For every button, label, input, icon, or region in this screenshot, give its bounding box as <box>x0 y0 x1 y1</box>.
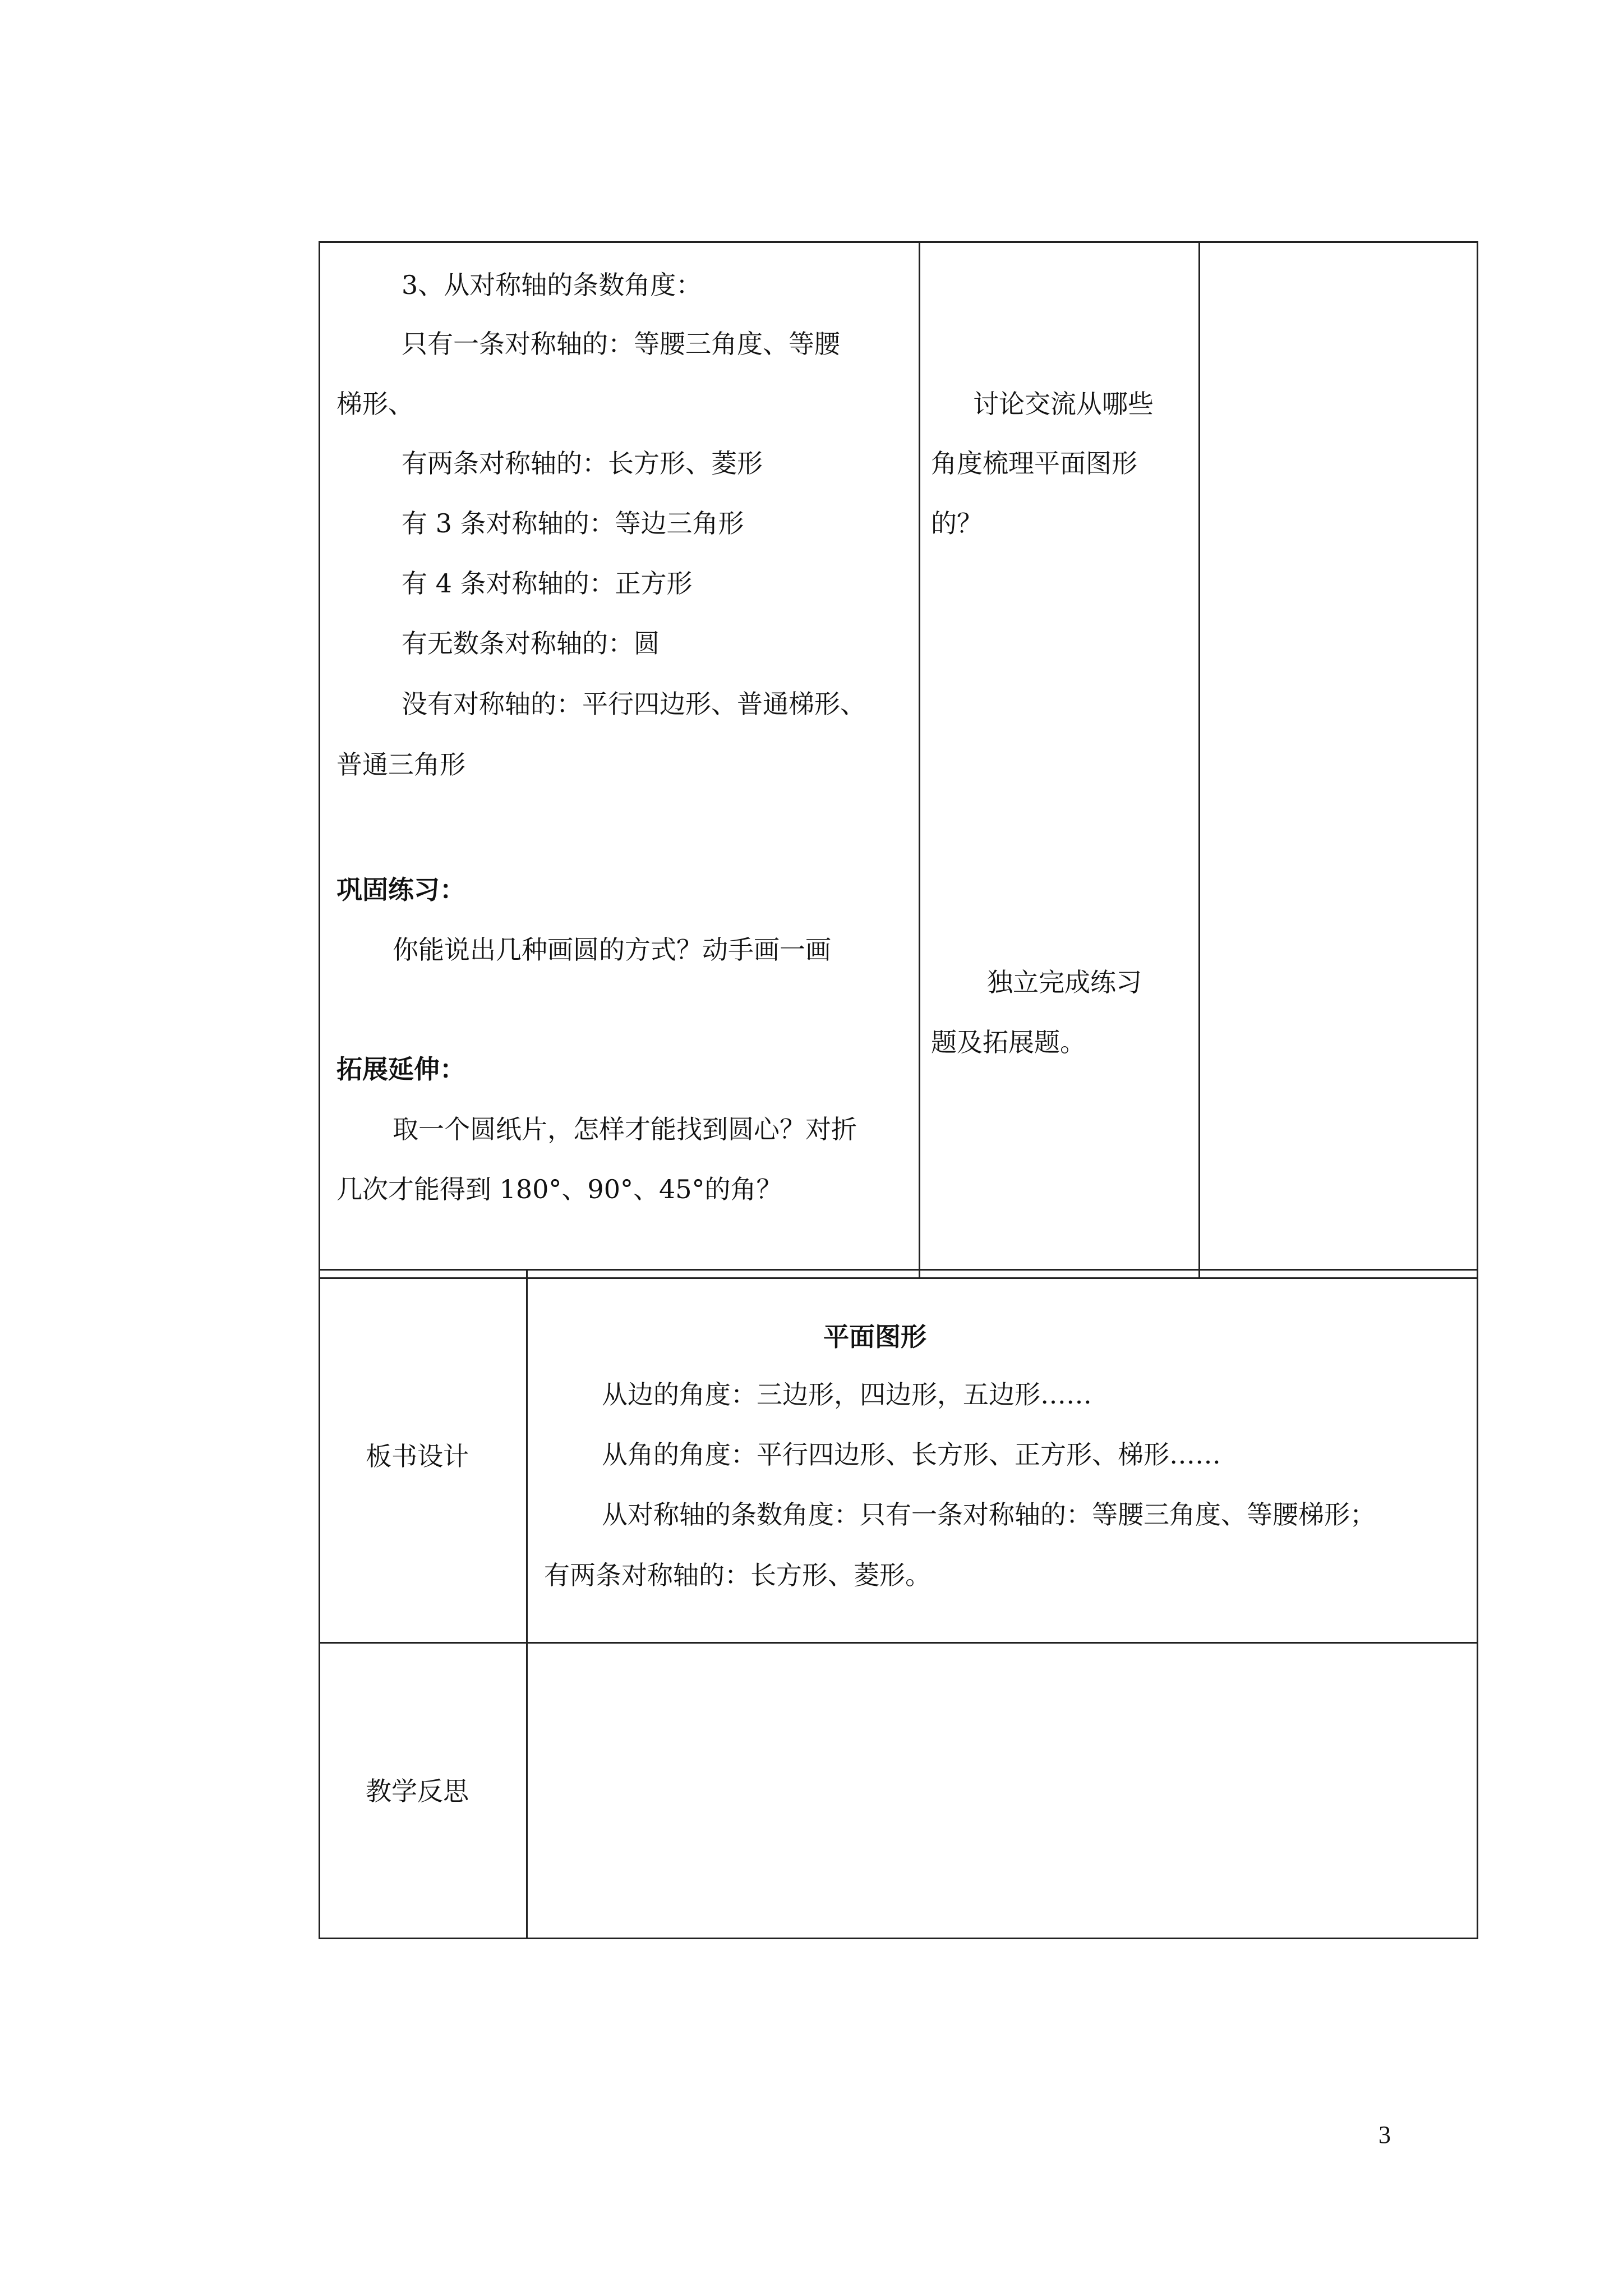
extend-text-2: 几次才能得到 180°、90°、45°的角？ <box>336 1174 782 1204</box>
consolidate-heading: 巩固练习： <box>336 875 465 905</box>
discussion-question-1: 讨论交流从哪些 <box>973 389 1154 419</box>
discussion-question-3: 的？ <box>931 508 983 539</box>
three-axis-line: 有 3 条对称轴的：等边三角形 <box>402 508 744 539</box>
consolidate-text: 你能说出几种画圆的方式？动手画一画 <box>393 935 831 965</box>
extend-heading: 拓展延伸： <box>336 1054 465 1084</box>
one-axis-line-cont: 梯形、 <box>336 389 414 419</box>
board-title: 平面图形 <box>823 1322 926 1352</box>
page-number: 3 <box>1378 2121 1391 2148</box>
discussion-question-2: 角度梳理平面图形 <box>931 448 1137 478</box>
no-axis-line-cont: 普通三角形 <box>336 749 465 780</box>
reflection-label: 教学反思 <box>366 1776 469 1806</box>
symmetry-heading: 3、从对称轴的条数角度： <box>402 270 702 300</box>
board-design-label: 板书设计 <box>366 1441 469 1471</box>
task-text-1: 独立完成练习 <box>987 967 1142 997</box>
column-divider-2 <box>1198 241 1200 1279</box>
board-line-sides: 从边的角度：三边形，四边形，五边形…… <box>602 1379 1092 1410</box>
reflection-table <box>319 1642 1478 1939</box>
extend-text-1: 取一个圆纸片，怎样才能找到圆心？对折 <box>393 1114 857 1144</box>
column-divider-1 <box>919 241 920 1279</box>
no-axis-line: 没有对称轴的：平行四边形、普通梯形、 <box>402 689 866 719</box>
board-line-symmetry: 从对称轴的条数角度：只有一条对称轴的：等腰三角度、等腰梯形； <box>602 1499 1376 1530</box>
task-text-2: 题及拓展题。 <box>931 1027 1086 1057</box>
infinite-axis-line: 有无数条对称轴的：圆 <box>402 628 660 659</box>
board-divider <box>526 1269 528 1644</box>
board-line-angles: 从角的角度：平行四边形、长方形、正方形、梯形…… <box>602 1439 1221 1470</box>
four-axis-line: 有 4 条对称轴的：正方形 <box>402 568 693 599</box>
two-axis-line: 有两条对称轴的：长方形、菱形 <box>402 448 763 478</box>
one-axis-line: 只有一条对称轴的：等腰三角度、等腰 <box>402 329 840 359</box>
reflection-divider <box>526 1642 528 1939</box>
board-line-symmetry-cont: 有两条对称轴的：长方形、菱形。 <box>544 1560 931 1590</box>
